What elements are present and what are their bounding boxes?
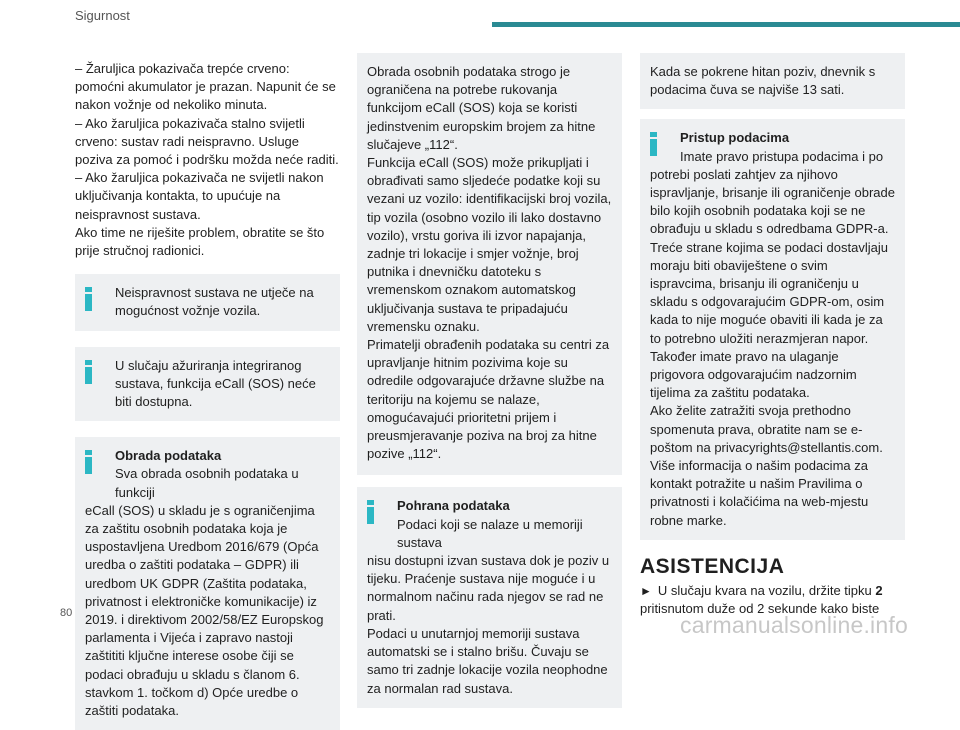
paragraph: – Žaruljica pokazivača trepće crveno: pomoćni akumulator je prazan. Napunit će se nakon vožnje od nekoliko minuta. (75, 61, 336, 113)
note-heading: Obrada podataka (115, 448, 222, 464)
note-text: Podaci koji se nalaze u memoriji sustava (397, 516, 583, 550)
note-heading: Pohrana podataka (397, 498, 510, 514)
watermark: carmanualsonline.info (680, 612, 908, 638)
info-icon (85, 360, 92, 384)
paragraph: Obrada osobnih podataka strogo je ograničena na potrebe rukovanja funkcijom eCall (SOS) koja se koristi jedinstvenim europskim brojem za hitne slučajeve „112“. (367, 64, 596, 152)
data-storage-note-box (357, 487, 622, 707)
info-icon (85, 450, 92, 474)
info-icon (650, 132, 657, 156)
data-processing-note-box (75, 437, 340, 730)
note-text: Imate pravo pristupa podacima i po (680, 148, 884, 164)
bullet-text: pritisnutom duže od 2 sekunde kako biste (640, 601, 880, 617)
note-heading: Pristup podacima (680, 130, 790, 146)
note-text: Također imate pravo na ulaganje prigovora odgovarajućim nadzornim tijelima za zaštitu podataka. (650, 348, 857, 401)
paragraph: Kada se pokrene hitan poziv, dnevnik s podacima čuva se najviše 13 sati. (650, 64, 876, 98)
data-access-note-box (640, 119, 905, 539)
header-accent-bar (492, 22, 960, 27)
button-number: 2 (875, 583, 883, 599)
info-icon (367, 500, 374, 524)
info-note-box (75, 274, 340, 330)
page-header-title: Sigurnost (75, 8, 130, 23)
status-text-block (75, 60, 340, 260)
paragraph: Ako time ne riješite problem, obratite se što prije stručnoj radionici. (75, 224, 325, 259)
text-box (357, 53, 622, 475)
text-box (640, 53, 905, 109)
paragraph: Primatelji obrađenih podataka su centri za upravljanje hitnim pozivima koje su odredile odgovarajuće državne službe na teritoriju na kojemu se nalaze, omogućavajući prioritetni prijem i preusmjeravanje poziva na broj za hitne pozive „112“. (367, 337, 610, 462)
note-text: potrebi poslati zahtjev za njihovo ispravljanje, brisanje ili ograničenje obrade bilo kojih osobnih podataka koji se ne obrađuju u skladu s odredbama GDPR-a. Treće strane kojima se podaci dostavljaju moraju biti obaviještene o svim ispravcima, brisanju ili ograničenju u skladu s odgovarajućim GDPR-om, osim kada to nije moguće obaviti ili kada je za to potrebno uložiti nerazmjeran napor. (650, 166, 895, 346)
arrow-bullet-icon: ► (640, 584, 652, 599)
info-note-box (75, 347, 340, 422)
note-text: nisu dostupni izvan sustava dok je poziv u tijeku. Praćenje sustava nije moguće i u normalnom načinu rada njegov se rad ne prati. (367, 553, 610, 623)
note-text: Više informacija o našim podacima za kontakt potražite u našim Pravilima o privatnosti i kolačićima na web-mjestu robne marke. (650, 458, 869, 528)
note-text: Podaci u unutarnjoj memoriji sustava automatski se i stalno brišu. Čuvaju se samo tri zadnje lokacije vozila neophodne za normalan rad sustava. (367, 625, 608, 696)
paragraph: – Ako žaruljica pokazivača stalno svijetli crveno: sustav radi neispravno. Usluge poziva za pomoć i podršku možda neće raditi. (75, 115, 339, 168)
note-text: eCall (SOS) u skladu je s ograničenjima za zaštitu osobnih podataka koja je uspostavljena Uredbom 2016/679 (Opća uredba o zaštiti podataka – GDPR) ili uredbom UK GDPR (Zaštita podataka, privatnost i elektroničke komunikacije) iz 2019. i direktivom 2002/58/EZ Europskog parlamenta i Vijeća i zapravo nastoji zaštititi ključne interese osobe čiji se podaci obrađuju u skladu s članom 6. stavkom 1. točkom d) Opće uredbe o zaštiti podataka. (85, 502, 324, 719)
note-text: Neispravnost sustava ne utječe na mogućnost vožnje vozila. (115, 285, 314, 319)
bullet-text: U slučaju kvara na vozilu, držite tipku (657, 583, 876, 599)
column-1 (75, 60, 340, 730)
note-text: Sva obrada osobnih podataka u funkciji (115, 466, 299, 500)
column-2 (357, 53, 622, 708)
info-icon (85, 287, 92, 311)
paragraph: – Ako žaruljica pokazivača ne svijetli nakon uključivanja kontakta, to upućuje na neispravnost sustava. (75, 170, 324, 222)
note-text: Ako želite zatražiti svoja prethodno spomenuta prava, obratite nam se e-poštom na privacyrights@stellantis.com. (650, 403, 883, 455)
page-number: 80 (60, 607, 73, 619)
section-title: ASISTENCIJA (640, 554, 785, 578)
note-text: U slučaju ažuriranja integriranog sustava, funkcija eCall (SOS) neće biti dostupna. (115, 357, 316, 410)
column-3 (640, 53, 905, 618)
paragraph: Funkcija eCall (SOS) može prikupljati i obrađivati samo sljedeće podatke koji su vezani uz vozilo: identifikacijski broj vozila, tip vozila (osobno vozilo ili lako dostavno vozilo), vrstu goriva ili izvor napajanja, zadnje tri lokacije i smjer vožnje, broj putnika i dnevničku datoteku s vremenskom oznakom automatskog uključivanja sustava te pripadajuću vremensku oznaku. (367, 155, 612, 334)
